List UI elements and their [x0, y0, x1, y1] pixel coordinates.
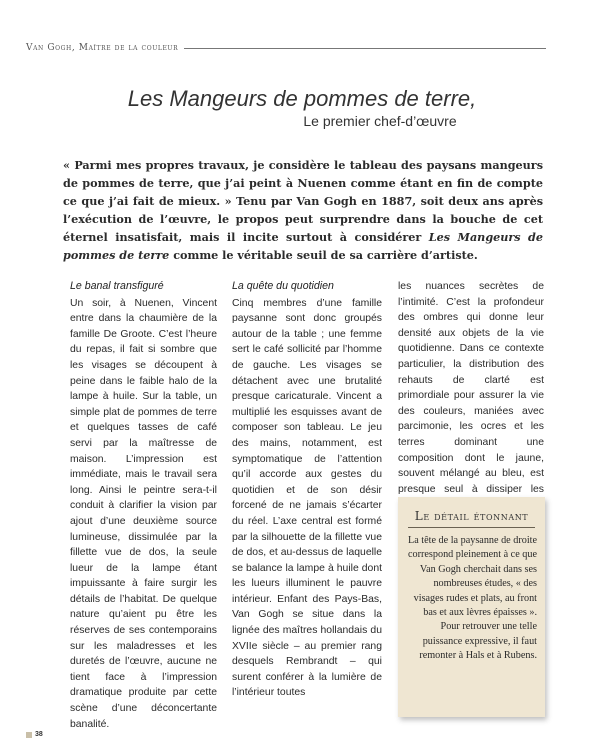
column-2	[232, 279, 382, 701]
sidebar-text: La tête de la paysanne de droite correspond pleinement à ce que Van Gogh cherchait dans ses nombreuses études, « des visages rudes et plats, au front bas et aux lèvres épaisses ». Pour retrouver une telle puissance expressive, il faut remonter à Hals et à Rubens.	[408, 535, 537, 662]
folio-square-icon	[26, 732, 32, 738]
sidebar-title: Le détail étonnant	[408, 509, 535, 528]
article-title: Les Mangeurs de pommes de terre,	[127, 86, 477, 111]
column-2-heading: La quête du quotidien	[232, 280, 334, 292]
header-rule	[184, 48, 546, 49]
intro-paragraph	[63, 156, 543, 264]
column-2-text: Cinq membres d’une famille paysanne sont donc groupés autour de la table ; une femme sert le café sollicité par l’homme de gauche. Les visages se détachent avec une brutalité presque caricaturale. Vincent a multiplié les esquisses avant de composer son tableau. Le jeu des mains, notamment, est symptomatique de l’attention qu’il accorde aux gestes du quotidien et de son désir forcené de ne jamais s’écarter du réel. L’axe central est formé par la silhouette de la fillette vue de dos, et au-dessus de laquelle se balance la lampe à huile dont les lueurs illuminent le pauvre intérieur. Enfant des Pays-Bas, Van Gogh se situe dans la lignée des maîtres hollandais du XVIIe siècle – au premier rang desquels Rembrandt – qui surent conférer à la lumière de l’intérieur toutes	[232, 297, 382, 699]
article-subtitle: Le premier chef-d’œuvre	[303, 113, 457, 129]
column-1-heading: Le banal transfiguré	[70, 280, 164, 292]
sidebar-box	[398, 497, 545, 717]
column-1-text: Un soir, à Nuenen, Vincent entre dans la chaumière de la famille De Groote. C’est l’heure du repas, il fait si sombre que les visages se découpent à peine dans le faible halo de la lampe à huile. Sur la table, un simple plat de pommes de terre et quelques tasses de café servi par la maîtresse de maison. L’impression est immédiate, mais le travail sera long. Ainsi le peintre sera-t-il conduit à clarifier la vision par ajout d’une deuxième source lumineuse, dissimulée par la fillette vue de dos, la seule lueur de la lampe étant impuissante à faire surgir les détails de l’habitat. De quelque nature qu’aient pu être les réserves de ses contemporains sur les maladresses et les duretés de l’œuvre, aucune ne tient face à l’impression dramatique produite par cette scène d’une déconcertante banalité.	[70, 297, 217, 730]
intro-text-start: « Parmi mes propres travaux, je considère le tableau des paysans mangeurs de pommes de terre, que j’ai peint à Nuenen comme étant en fin de compte ce que j’ai fait de mieux. » Tenu par Van Gogh en 1887, soit deux ans après l’exécution de l’œuvre, le propos peut surprendre dans la bouche de cet éternel insatisfait, mais il incite surtout à considérer	[63, 158, 543, 244]
running-title: Van Gogh, Maître de la couleur	[26, 43, 179, 53]
page-folio	[26, 731, 43, 738]
column-3-text: les nuances secrètes de l’intimité. C’est la profondeur des ombres qui donne leur densité aux objets de la vie quotidienne. Dans ce contexte particulier, la distribution des rehauts de clarté est primordiale pour assurer la vie des couleurs, maniées avec parcimonie, les ocres et les terres dominant une composition dont le jaune, souvent mélangé au bleu, est presque seul à dissiper les	[398, 281, 544, 495]
page-number: 38	[35, 731, 43, 738]
column-1	[70, 279, 217, 732]
intro-text-end: comme le véritable seuil de sa carrière d’artiste.	[169, 248, 478, 262]
column-3	[398, 279, 544, 513]
running-header	[26, 43, 546, 53]
intro-italic-title: Les Mangeurs de pommes de terre	[63, 230, 544, 262]
